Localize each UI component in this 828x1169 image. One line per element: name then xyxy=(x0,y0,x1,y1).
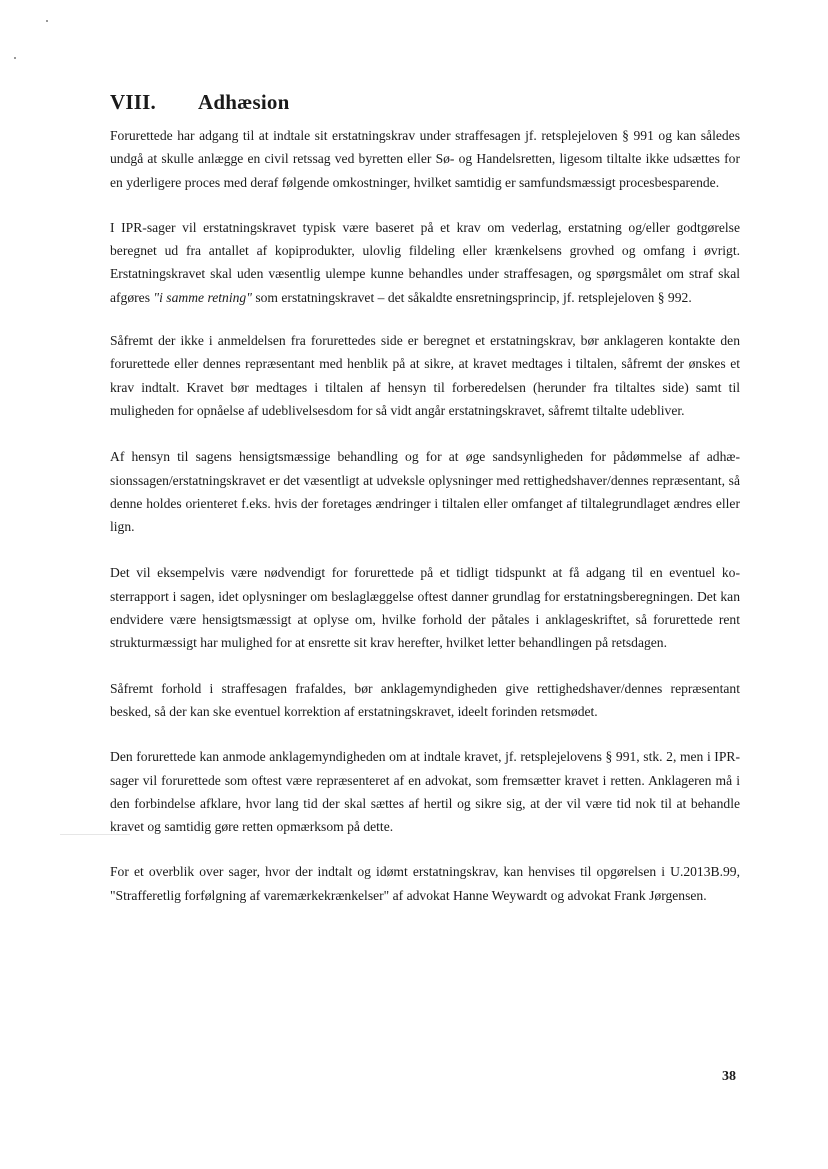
section-heading xyxy=(110,90,289,115)
section-number: VIII. xyxy=(110,90,156,114)
scan-speck xyxy=(14,57,16,59)
body-text xyxy=(110,124,740,928)
italic-quote: "i samme retning" xyxy=(153,289,252,305)
paragraph xyxy=(110,216,740,309)
paragraph: Af hensyn til sagens hensigtsmæssige behandling og for at øge sandsynligheden for pådømmelse af adhæsionssagen/erstatningskravet er det væsentligt at udveksle oplysninger med rettighedshaver/dennes repræsentant, så denne holdes orienteret f.eks. hvis der foretages ændringer i tiltalen eller omfanget af tiltalegrundlaget ændres eller lign. xyxy=(110,449,740,535)
scan-speck xyxy=(46,20,48,22)
paragraph-text: I IPR-sager vil erstatningskravet typisk være baseret på et krav om vederlag, erstatning og/eller godtgørelse beregnet ud fra antallet af kopiprodukter, ulovlig fildeling eller krænkelsens grovhed og omfang i øvrigt. Erstatningskravet skal uden væsentlig ulempe kunne behandles under straffesagen, og spørgsmålet om straf skal afgøres xyxy=(110,219,740,305)
section-title: Adhæsion xyxy=(198,90,290,114)
page-number: 38 xyxy=(722,1069,736,1084)
paragraph: Den forurettede kan anmode anklagemyndigheden om at indtale kravet, jf. retsplejelovens § 991, stk. 2, men i IPR-sager vil forurettede som oftest være repræsenteret af en advokat, som fremsætter kravet i retten. Anklageren må i den forbindelse afklare, hvor lang tid der skal sættes af hertil og sikre sig, at der vil være tid nok til at behandle kravet og samtidig gøre retten opmærksom på dette. xyxy=(110,749,740,835)
paragraph-text: som erstatningskravet – det såkaldte ensretningsprincip, jf. retsplejeloven § 992. xyxy=(251,289,692,305)
paragraph: Det vil eksempelvis være nødvendigt for forurettede på et tidligt tidspunkt at få adgang til en eventuel kosterrapport i sagen, idet oplysninger om beslaglæggelse oftest danner grundlag for erstatningsberegningen. Det kan endvidere være hensigtsmæssigt at oplyse om, hvilke forhold der påtales i anklageskriftet, så forurettede rent strukturmæssigt har mulighed for at ensrette sit krav herefter, hvilket letter behandlingen på retsdagen. xyxy=(110,565,740,651)
paragraph: For et overblik over sager, hvor der indtalt og idømt erstatningskrav, kan henvises til opgørelsen i U.2013B.99, "Strafferetlig forfølgning af varemærkekrænkelser" af advokat Hanne Weywardt og advokat Frank Jørgensen. xyxy=(110,864,740,903)
paragraph: Forurettede har adgang til at indtale sit erstatningskrav under straffesagen jf. retsplejeloven § 991 og kan således undgå at skulle anlægge en civil retssag ved byretten eller Sø- og Handelsretten, ligesom tiltalte ikke udsættes for en yderligere proces med deraf følgende omkostninger, hvilket samtidig er samfundsmæssigt procesbesparende. xyxy=(110,128,740,190)
paragraph: Såfremt der ikke i anmeldelsen fra forurettedes side er beregnet et erstatningskrav, bør anklageren kontakte den forurettede eller dennes repræsentant med henblik på at sikre, at kravet medtages i tiltalen, såfremt der ønskes et krav indtalt. Kravet bør medtages i tiltalen af hensyn til forberedelsen (herunder fra tiltaltes side) samt til muligheden for opnåelse af udeblivelsesdom for så vidt angår erstatningskravet, såfremt tiltalte udebliver. xyxy=(110,333,740,418)
paragraph: Såfremt forhold i straffesagen frafaldes, bør anklagemyndigheden give rettighedshaver/dennes repræsentant besked, så der kan ske eventuel korrektion af erstatningskravet, ideelt forinden retsmødet. xyxy=(110,680,740,719)
